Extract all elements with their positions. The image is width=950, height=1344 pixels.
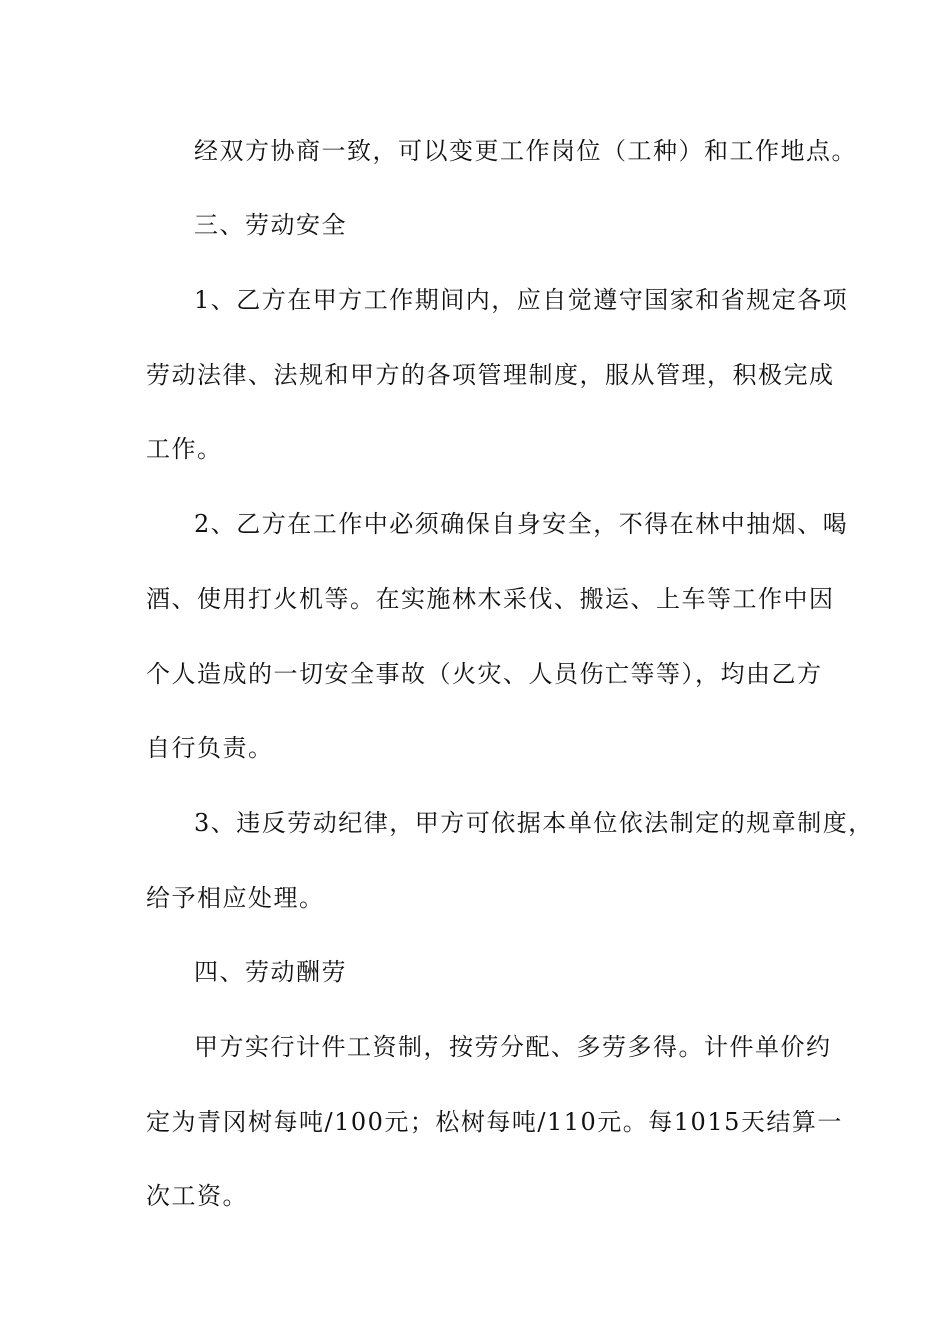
paragraph-line-5: 工作。 xyxy=(146,435,223,463)
paragraph-line-1: 经双方协商一致，可以变更工作岗位（工种）和工作地点。 xyxy=(194,137,857,165)
paragraph-line-4: 劳动法律、法规和甲方的各项管理制度，服从管理，积极完成 xyxy=(146,361,835,389)
section-heading-labor-pay: 四、劳动酬劳 xyxy=(194,958,347,986)
paragraph-line-9: 自行负责。 xyxy=(146,734,274,762)
paragraph-line-10: 3、违反劳动纪律，甲方可依据本单位依法制定的规章制度， xyxy=(194,809,874,837)
section-heading-labor-safety: 三、劳动安全 xyxy=(194,211,347,239)
paragraph-line-7: 酒、使用打火机等。在实施林木采伐、搬运、上车等工作中因 xyxy=(146,585,835,613)
paragraph-line-6: 2、乙方在工作中必须确保自身安全，不得在林中抽烟、喝 xyxy=(194,510,849,538)
paragraph-line-11: 给予相应处理。 xyxy=(146,884,325,912)
paragraph-line-14: 定为青冈树每吨/100元；松树每吨/110元。每1015天结算一 xyxy=(146,1108,843,1136)
paragraph-line-13: 甲方实行计件工资制，按劳分配、多劳多得。计件单价约 xyxy=(194,1033,832,1061)
paragraph-line-8: 个人造成的一切安全事故（火灾、人员伤亡等等），均由乙方 xyxy=(146,660,823,688)
paragraph-line-3: 1、乙方在甲方工作期间内，应自觉遵守国家和省规定各项 xyxy=(194,286,849,314)
paragraph-line-15: 次工资。 xyxy=(146,1182,248,1210)
